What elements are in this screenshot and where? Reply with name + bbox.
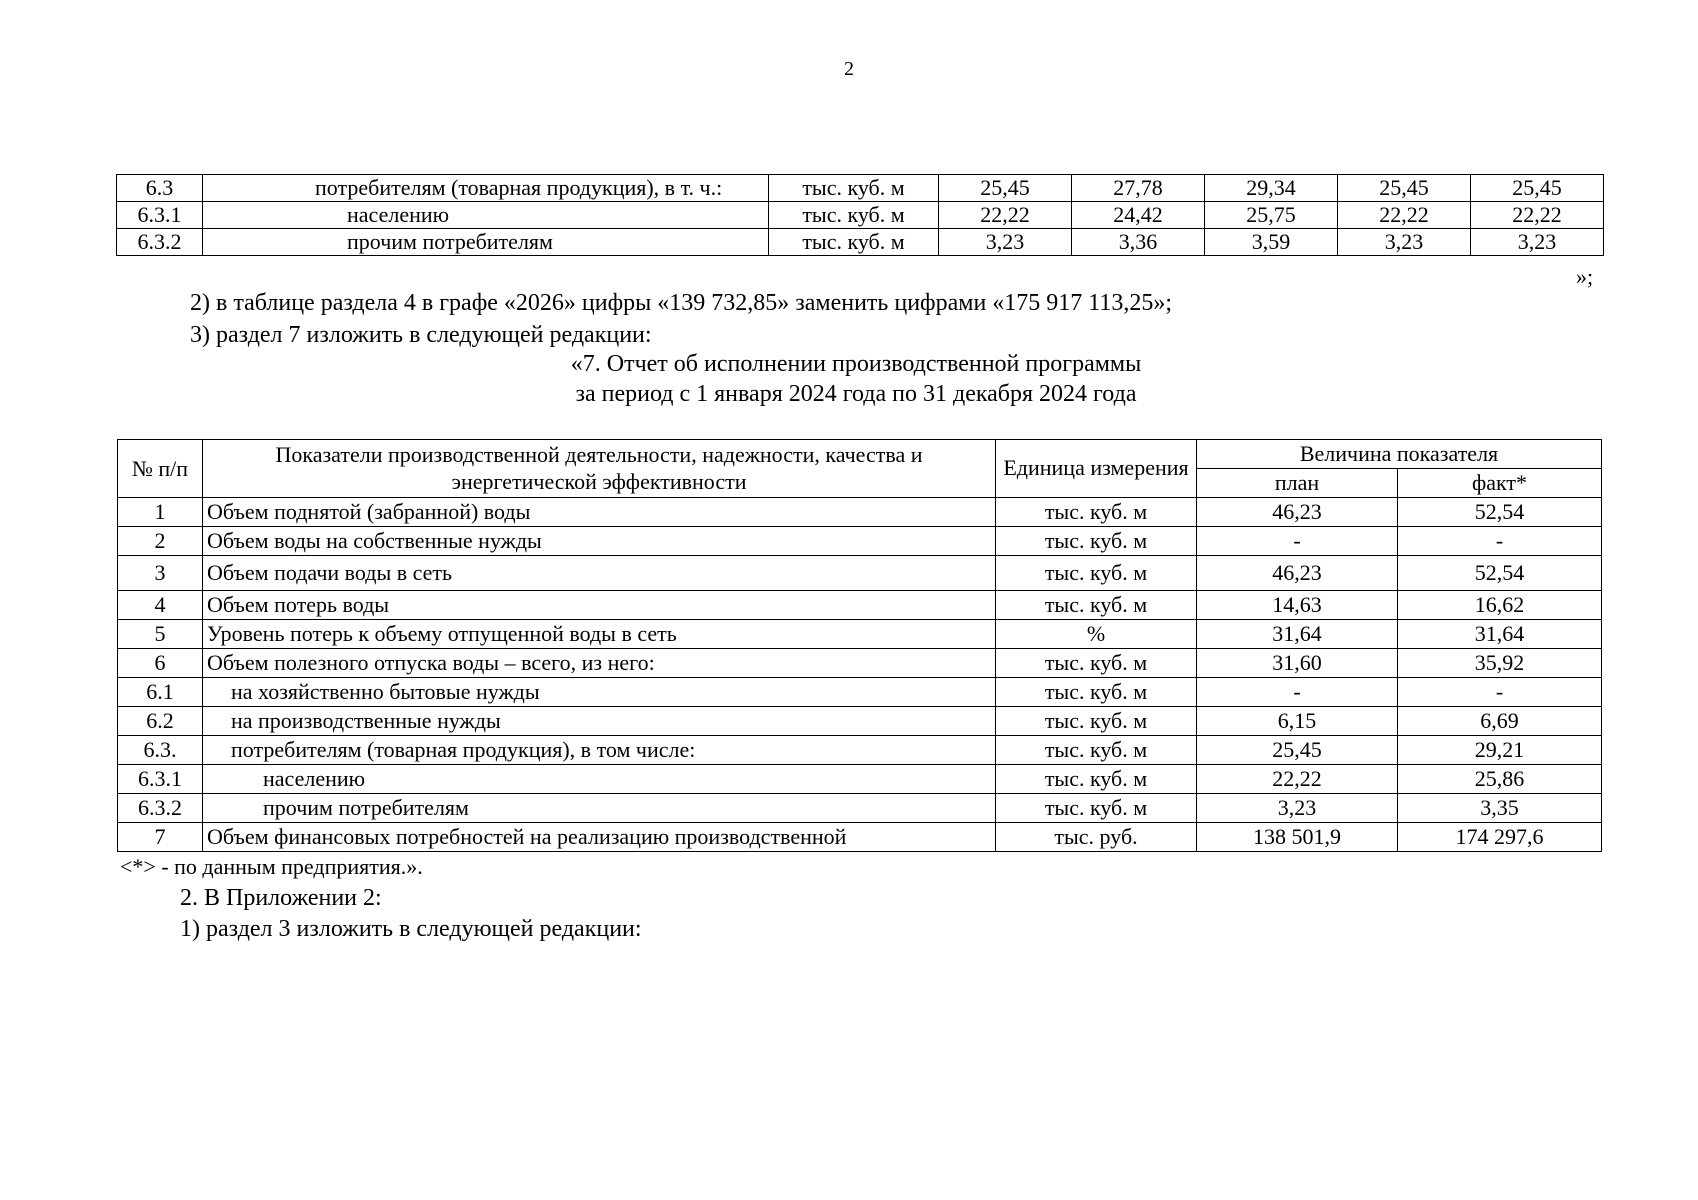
row-value: 24,42 — [1072, 202, 1205, 229]
row-name: на хозяйственно бытовые нужды — [203, 678, 996, 707]
table-row — [117, 229, 1604, 256]
row-unit: тыс. куб. м — [996, 678, 1197, 707]
table-row — [118, 765, 1602, 794]
table-row — [118, 823, 1602, 852]
header-value: Величина показателя — [1197, 440, 1602, 469]
row-name: населению — [203, 202, 769, 229]
row-unit: тыс. куб. м — [996, 591, 1197, 620]
row-number: 5 — [118, 620, 203, 649]
table-row — [118, 794, 1602, 823]
row-number: 1 — [118, 498, 203, 527]
row-unit: % — [996, 620, 1197, 649]
row-number: 6.3.1 — [118, 765, 203, 794]
header-indicator: Показатели производственной деятельности, надежности, качества и энергетической эффективности — [203, 440, 996, 498]
row-name: населению — [203, 765, 996, 794]
row-name: потребителям (товарная продукция), в том числе: — [203, 736, 996, 765]
row-unit: тыс. куб. м — [996, 556, 1197, 591]
row-unit: тыс. куб. м — [769, 175, 939, 202]
row-name: Объем поднятой (забранной) воды — [203, 498, 996, 527]
row-unit: тыс. куб. м — [769, 202, 939, 229]
table-row — [118, 591, 1602, 620]
row-fact: - — [1398, 527, 1602, 556]
table-row — [118, 649, 1602, 678]
paragraph-appendix-2: 2. В Приложении 2: — [180, 885, 382, 911]
row-value: 27,78 — [1072, 175, 1205, 202]
row-name: прочим потребителям — [203, 229, 769, 256]
row-plan: 46,23 — [1197, 556, 1398, 591]
row-fact: 31,64 — [1398, 620, 1602, 649]
row-number: 6.3.2 — [118, 794, 203, 823]
row-fact: 3,35 — [1398, 794, 1602, 823]
table-row — [118, 556, 1602, 591]
row-fact: 52,54 — [1398, 556, 1602, 591]
row-unit: тыс. куб. м — [996, 527, 1197, 556]
row-value: 29,34 — [1205, 175, 1338, 202]
row-number: 7 — [118, 823, 203, 852]
row-number: 6.3.2 — [117, 229, 203, 256]
report-table — [117, 439, 1602, 852]
row-plan: 14,63 — [1197, 591, 1398, 620]
paragraph-amend-3: 3) раздел 7 изложить в следующей редакции: — [190, 322, 652, 348]
row-plan: - — [1197, 527, 1398, 556]
table-row — [117, 175, 1604, 202]
header-unit: Единица измерения — [996, 440, 1197, 498]
row-value: 3,23 — [1338, 229, 1471, 256]
table-row — [118, 736, 1602, 765]
row-fact: 29,21 — [1398, 736, 1602, 765]
section-title-line-2: за период с 1 января 2024 года по 31 декабря 2024 года — [575, 381, 1137, 407]
row-unit: тыс. куб. м — [996, 498, 1197, 527]
row-number: 2 — [118, 527, 203, 556]
header-plan: план — [1197, 469, 1398, 498]
table-row — [118, 678, 1602, 707]
row-fact: - — [1398, 678, 1602, 707]
row-plan: 46,23 — [1197, 498, 1398, 527]
table-row — [118, 707, 1602, 736]
row-unit: тыс. куб. м — [996, 794, 1197, 823]
row-name: Уровень потерь к объему отпущенной воды в сеть — [203, 620, 996, 649]
row-plan: 25,45 — [1197, 736, 1398, 765]
row-unit: тыс. куб. м — [769, 229, 939, 256]
row-value: 25,45 — [939, 175, 1072, 202]
row-fact: 25,86 — [1398, 765, 1602, 794]
row-name: Объем подачи воды в сеть — [203, 556, 996, 591]
row-fact: 6,69 — [1398, 707, 1602, 736]
row-plan: 3,23 — [1197, 794, 1398, 823]
row-value: 25,45 — [1338, 175, 1471, 202]
row-value: 22,22 — [1338, 202, 1471, 229]
row-value: 25,45 — [1471, 175, 1604, 202]
row-number: 6.3 — [117, 175, 203, 202]
table-row — [118, 620, 1602, 649]
row-plan: 6,15 — [1197, 707, 1398, 736]
row-value: 25,75 — [1205, 202, 1338, 229]
row-number: 6.3.1 — [117, 202, 203, 229]
closing-quote-mark: »; — [1576, 264, 1594, 289]
header-fact: факт* — [1398, 469, 1602, 498]
row-number: 6.2 — [118, 707, 203, 736]
row-name: Объем финансовых потребностей на реализацию производственной — [203, 823, 996, 852]
row-name: прочим потребителям — [203, 794, 996, 823]
row-name: Объем полезного отпуска воды – всего, из него: — [203, 649, 996, 678]
header-number: № п/п — [118, 440, 203, 498]
section-title-line-1: «7. Отчет об исполнении производственной программы — [570, 351, 1142, 377]
continuation-table — [116, 174, 1604, 256]
row-fact: 174 297,6 — [1398, 823, 1602, 852]
row-plan: 138 501,9 — [1197, 823, 1398, 852]
footnote: <*> - по данным предприятия.». — [120, 854, 423, 879]
table-row — [118, 527, 1602, 556]
row-value: 3,59 — [1205, 229, 1338, 256]
row-name: Объем воды на собственные нужды — [203, 527, 996, 556]
paragraph-section-3: 1) раздел 3 изложить в следующей редакции: — [180, 916, 642, 942]
row-number: 6.3. — [118, 736, 203, 765]
row-name: на производственные нужды — [203, 707, 996, 736]
row-number: 4 — [118, 591, 203, 620]
table-row — [118, 498, 1602, 527]
row-name: Объем потерь воды — [203, 591, 996, 620]
row-value: 3,36 — [1072, 229, 1205, 256]
table-row — [117, 202, 1604, 229]
row-plan: 31,60 — [1197, 649, 1398, 678]
row-value: 22,22 — [939, 202, 1072, 229]
page-number: 2 — [844, 58, 854, 80]
row-fact: 52,54 — [1398, 498, 1602, 527]
row-unit: тыс. куб. м — [996, 707, 1197, 736]
row-fact: 35,92 — [1398, 649, 1602, 678]
row-value: 3,23 — [939, 229, 1072, 256]
row-value: 22,22 — [1471, 202, 1604, 229]
row-fact: 16,62 — [1398, 591, 1602, 620]
paragraph-amend-2: 2) в таблице раздела 4 в графе «2026» цифры «139 732,85» заменить цифрами «175 917 113,25»; — [190, 290, 1173, 316]
row-number: 6.1 — [118, 678, 203, 707]
row-number: 6 — [118, 649, 203, 678]
table-header-row — [118, 440, 1602, 469]
row-unit: тыс. куб. м — [996, 736, 1197, 765]
row-plan: 22,22 — [1197, 765, 1398, 794]
row-number: 3 — [118, 556, 203, 591]
row-unit: тыс. куб. м — [996, 649, 1197, 678]
row-unit: тыс. руб. — [996, 823, 1197, 852]
row-plan: 31,64 — [1197, 620, 1398, 649]
row-name: потребителям (товарная продукция), в т. ч.: — [203, 175, 769, 202]
row-plan: - — [1197, 678, 1398, 707]
row-unit: тыс. куб. м — [996, 765, 1197, 794]
row-value: 3,23 — [1471, 229, 1604, 256]
